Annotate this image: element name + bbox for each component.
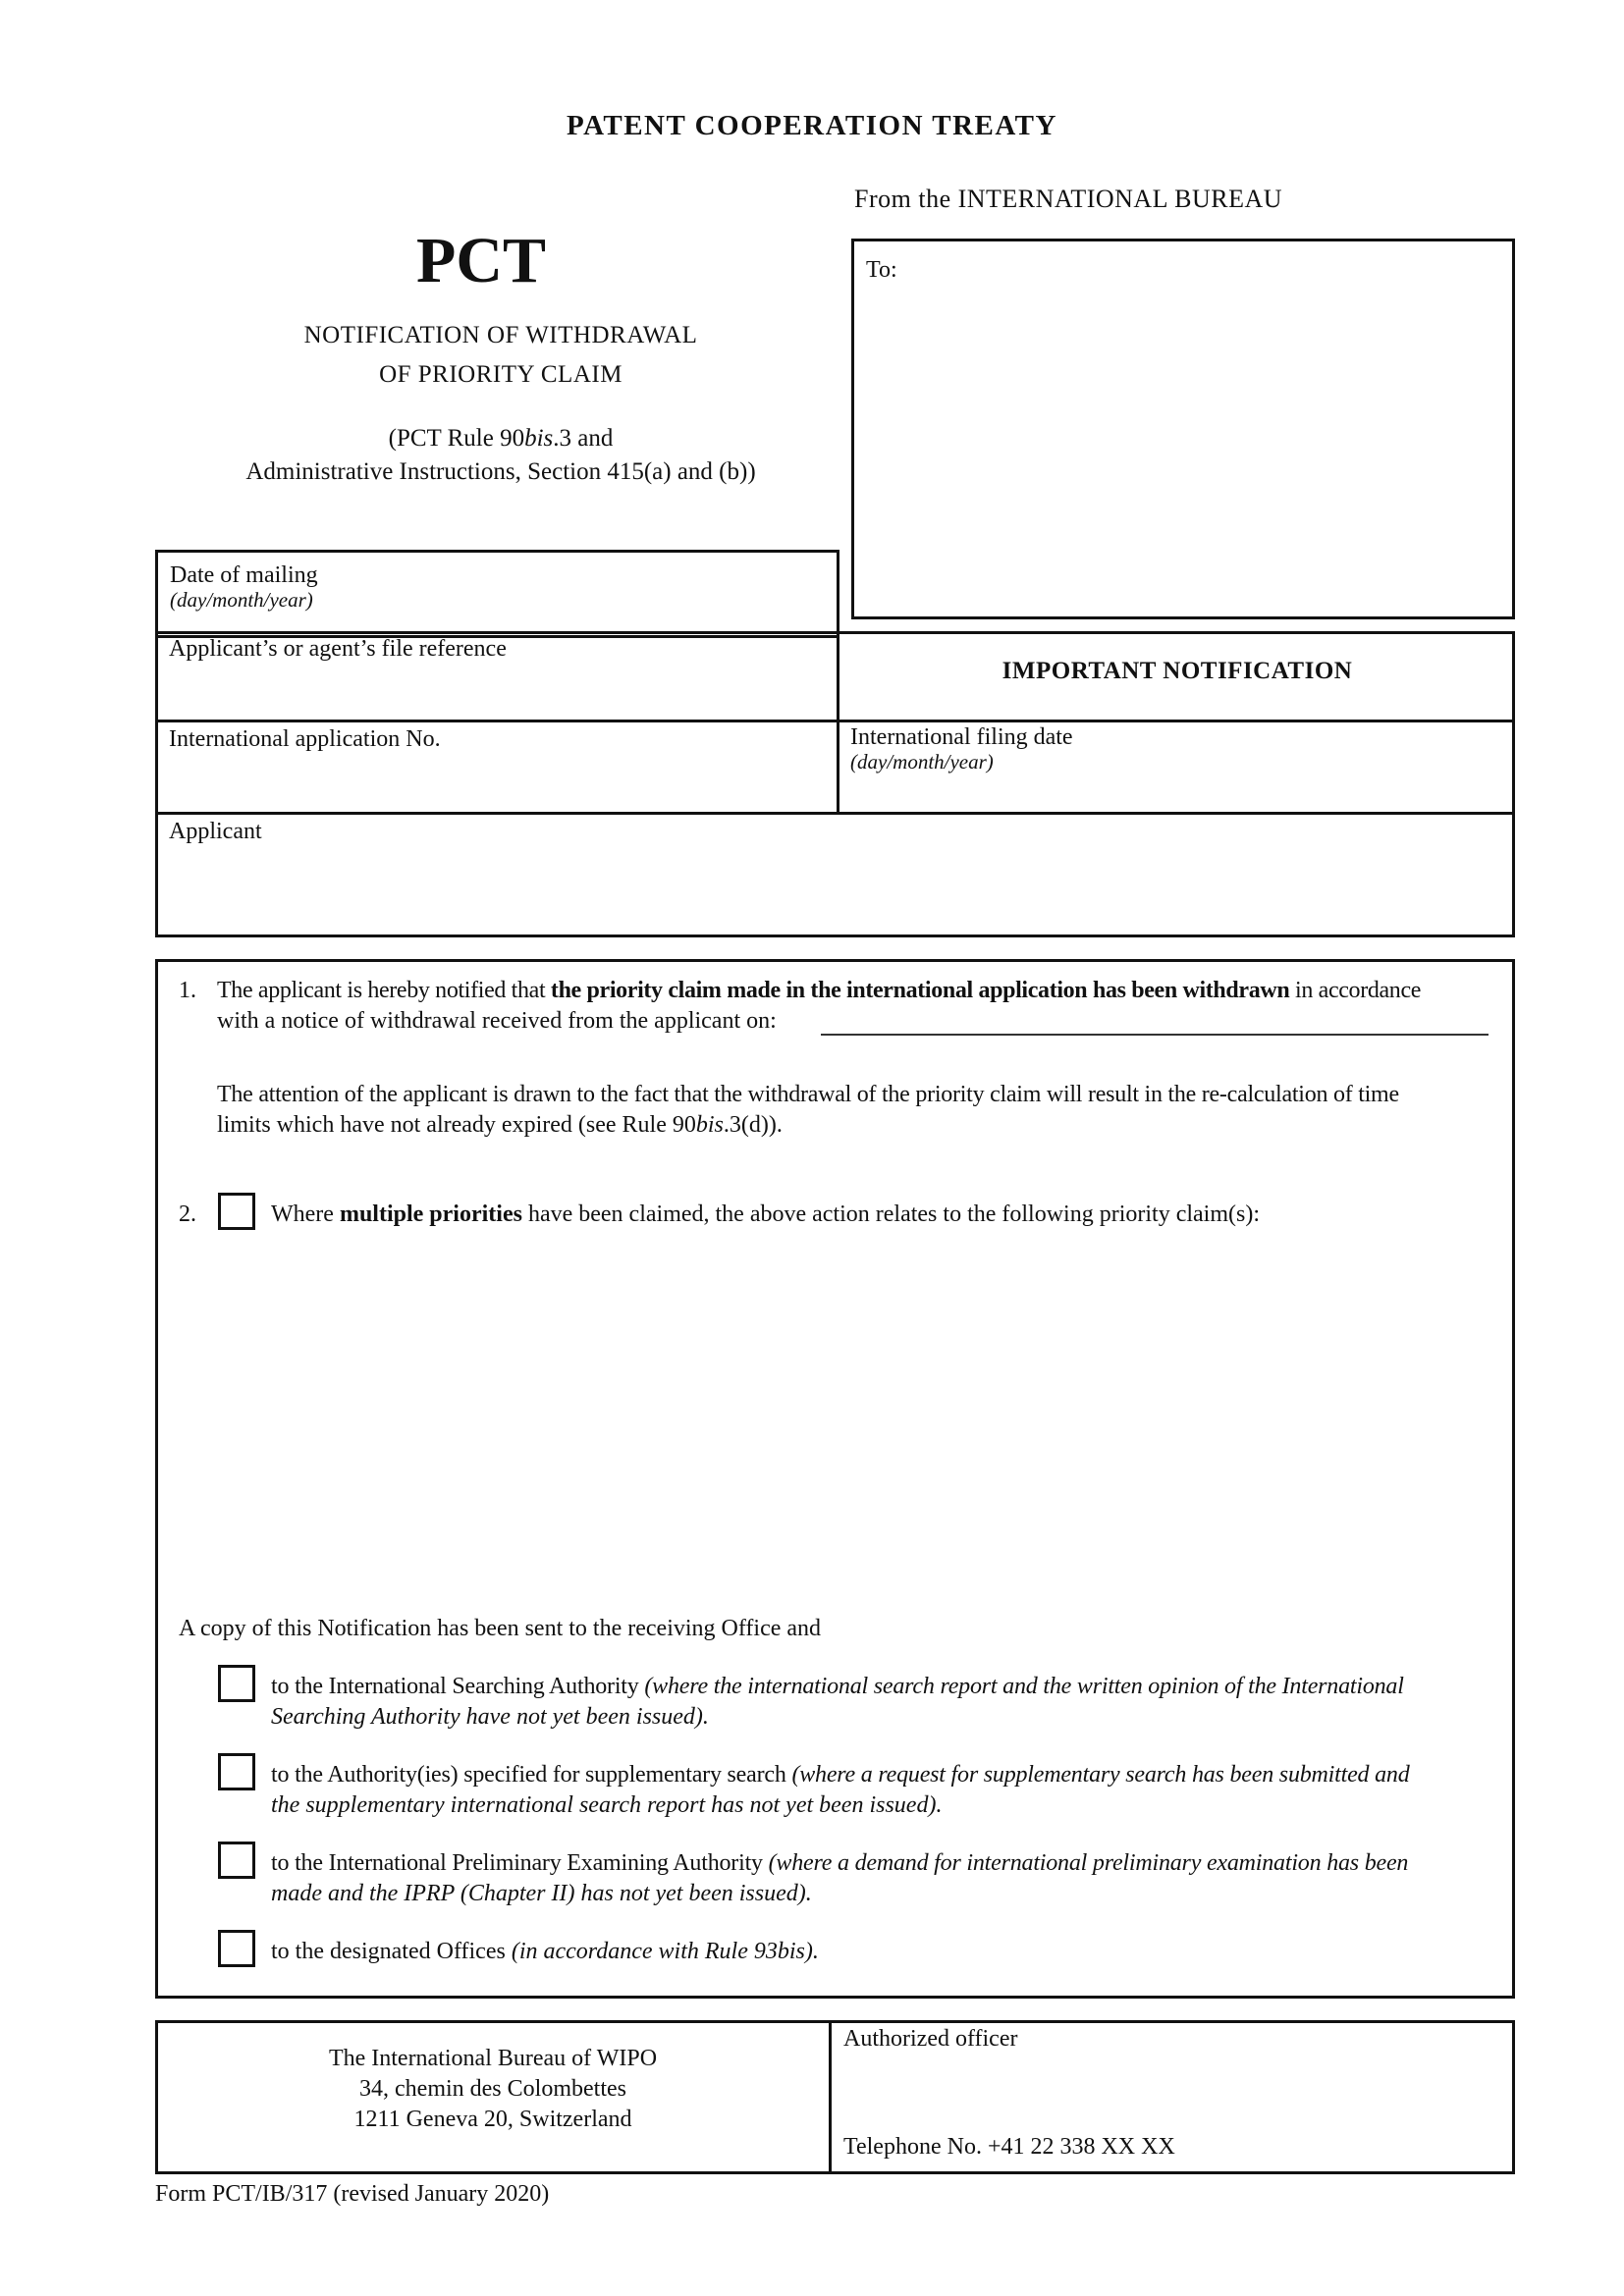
rule-line2: Administrative Instructions, Section 415(a) and (b)) <box>245 458 756 485</box>
item1-number: 1. <box>179 978 196 1003</box>
date-of-mailing-label: Date of mailing <box>170 562 318 588</box>
date-of-mailing-box[interactable] <box>155 550 839 638</box>
withdrawal-date-line[interactable] <box>821 1034 1489 1036</box>
item1-text: The applicant is hereby notified that the priority claim made in the international application has been withdrawn in accordance <box>217 978 1422 1003</box>
item2-number: 2. <box>179 1201 196 1227</box>
ipea-checkbox[interactable] <box>218 1842 255 1879</box>
treaty-title: PATENT COOPERATION TREATY <box>567 110 1057 141</box>
to-box[interactable] <box>851 239 1515 619</box>
application-no-label: International application No. <box>169 726 441 752</box>
file-reference-label: Applicant’s or agent’s file reference <box>169 636 507 662</box>
form-id: Form PCT/IB/317 (revised January 2020) <box>155 2181 550 2207</box>
rule-reference <box>157 422 844 489</box>
supplementary-search-text: to the Authority(ies) specified for supplementary search (where a request for supplementary search has been submitted and <box>271 1762 1410 1788</box>
address-line3: 1211 Geneva 20, Switzerland <box>353 2107 632 2132</box>
isa-text: to the International Searching Authority (where the international search report and the written opinion of the International <box>271 1674 1404 1699</box>
form-title-line2: OF PRIORITY CLAIM <box>379 361 623 388</box>
important-notification: IMPORTANT NOTIFICATION <box>1001 658 1353 684</box>
attention-line1: The attention of the applicant is drawn to the fact that the withdrawal of the priority claim will result in the re-calculation of time <box>217 1082 1399 1107</box>
attention-line2: limits which have not already expired (see Rule 90bis.3(d)). <box>217 1112 783 1138</box>
date-of-mailing-format: (day/month/year) <box>170 588 313 612</box>
address-line1: The International Bureau of WIPO <box>328 2046 658 2071</box>
ipea-text: to the International Preliminary Examining Authority (where a demand for international preliminary examination has been <box>271 1850 1409 1876</box>
rule-line1: (PCT Rule 90bis.3 and <box>388 425 614 452</box>
isa-text-line2: Searching Authority have not yet been issued). <box>271 1704 709 1730</box>
isa-checkbox[interactable] <box>218 1665 255 1702</box>
supplementary-search-checkbox[interactable] <box>218 1753 255 1790</box>
ipea-text-line2: made and the IPRP (Chapter II) has not yet been issued). <box>271 1881 812 1906</box>
designated-offices-checkbox[interactable] <box>218 1930 255 1967</box>
telephone: Telephone No. +41 22 338 XX XX <box>843 2134 1175 2160</box>
filing-date-label: International filing date <box>850 724 1073 750</box>
from-label: From the INTERNATIONAL BUREAU <box>854 185 1282 213</box>
applicant-label: Applicant <box>169 819 262 844</box>
address-line2: 34, chemin des Colombettes <box>359 2076 626 2102</box>
item1-line2: with a notice of withdrawal received from the applicant on: <box>217 1008 777 1034</box>
to-label: To: <box>866 257 897 283</box>
supplementary-search-text-line2: the supplementary international search report has not yet been issued). <box>271 1792 943 1818</box>
copy-sent-text: A copy of this Notification has been sent to the receiving Office and <box>179 1616 822 1641</box>
designated-offices-text: to the designated Offices (in accordance with Rule 93bis). <box>271 1939 819 1964</box>
item2-text: Where multiple priorities have been claimed, the above action relates to the following priority claim(s): <box>271 1201 1261 1227</box>
form-title <box>157 316 844 395</box>
form-title-line1: NOTIFICATION OF WITHDRAWAL <box>303 322 698 348</box>
authorized-officer-label: Authorized officer <box>843 2026 1018 2052</box>
multiple-priorities-checkbox[interactable] <box>218 1193 255 1230</box>
wipo-address <box>157 2044 829 2135</box>
pct-heading: PCT <box>416 225 546 296</box>
filing-date-format: (day/month/year) <box>850 750 994 774</box>
